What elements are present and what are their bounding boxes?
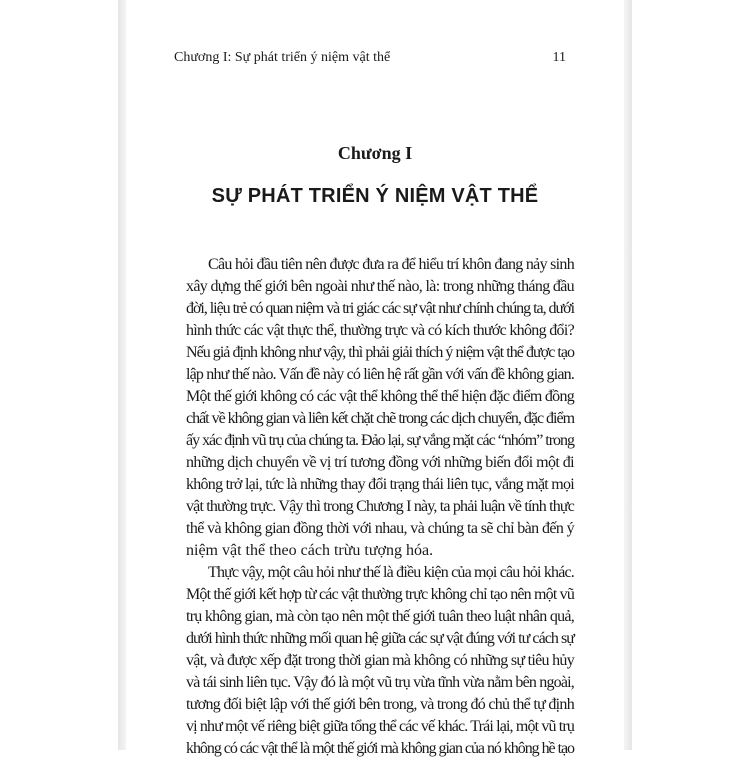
- chapter-title: SỰ PHÁT TRIỂN Ý NIỆM VẬT THỂ: [211, 185, 539, 207]
- body-line: hình thức các vật thực thể, thường trực và có kích thước không đổi?: [186, 322, 574, 339]
- body-line: không trở lại, tức là những thay đổi trạng thái liên tục, vắng mặt mọi: [186, 476, 575, 493]
- body-line: lập như thế nào. Vấn đề này có liên hệ rất gần với vấn đề không gian.: [186, 366, 575, 383]
- body-line: không có các vật thể là một thế giới mà không gian của nó không hề tạo: [186, 740, 575, 757]
- body-line: trụ không gian, mà còn tạo nên một thế giới tuân theo luật nhân quả,: [186, 608, 574, 625]
- body-line: Một thế giới không có các vật thể không thể thể hiện đặc điểm đồng: [186, 388, 575, 405]
- body-line: tương đối biệt lập với thế giới bên trong, và trong đó chủ thể tự định: [186, 696, 575, 713]
- body-line: vật, và được xếp đặt trong thời gian mà không có những sự tiêu hủy: [186, 652, 574, 669]
- body-line: Thực vậy, một câu hỏi như thế là điều kiện của mọi câu hỏi khác.: [208, 564, 574, 581]
- running-head: Chương I: Sự phát triển ý niệm vật thể: [174, 50, 391, 65]
- body-line: đời, liệu trẻ có quan niệm và tri giác các sự vật như chính chúng ta, dưới: [186, 300, 574, 317]
- book-page: [126, 0, 624, 757]
- body-line: thể và không gian đồng thời với nhau, và chúng ta sẽ chỉ bàn đến ý: [186, 520, 574, 537]
- body-line: và tái sinh liên tục. Vậy đó là một vũ trụ vừa tĩnh vừa nằm bên ngoài,: [186, 674, 575, 691]
- body-line: vật thường trực. Vậy thì trong Chương I này, ta phải luận về tính thực: [186, 498, 575, 515]
- chapter-label: Chương I: [337, 143, 413, 163]
- body-line: Câu hỏi đầu tiên nên được đưa ra để hiểu trí khôn đang nảy sinh: [208, 256, 575, 273]
- body-line: vị như một vế riêng biệt giữa tổng thể các vế khác. Trái lại, một vũ trụ: [186, 718, 575, 735]
- body-text: [186, 254, 574, 760]
- body-line: Một thế giới kết hợp từ các vật thường trực không chỉ tạo nên một vũ: [186, 586, 574, 603]
- page-shadow-left: [118, 0, 126, 750]
- body-line: những dịch chuyển về vị trí tương đồng với những biến đổi một đi: [186, 454, 574, 471]
- body-line: xây dựng thế giới bên ngoài như thế nào, là: trong những tháng đầu: [186, 278, 574, 295]
- body-line: ấy xác định vũ trụ của chúng ta. Đảo lại, sự vắng mặt các “nhóm” trong: [186, 432, 574, 449]
- page-shadow-right: [624, 0, 632, 750]
- body-line: niệm vật thể theo cách trừu tượng hóa.: [186, 542, 434, 559]
- page-number: 11: [552, 50, 566, 65]
- body-line: dưới hình thức những mối quan hệ giữa các sự vật đúng với tư cách sự: [186, 630, 575, 647]
- body-line: chất về không gian và liên kết chặt chẽ trong các dịch chuyển, đặc điểm: [186, 410, 575, 427]
- body-line: Nếu giả định không như vậy, thì phải giải thích ý niệm vật thể được tạo: [186, 344, 575, 361]
